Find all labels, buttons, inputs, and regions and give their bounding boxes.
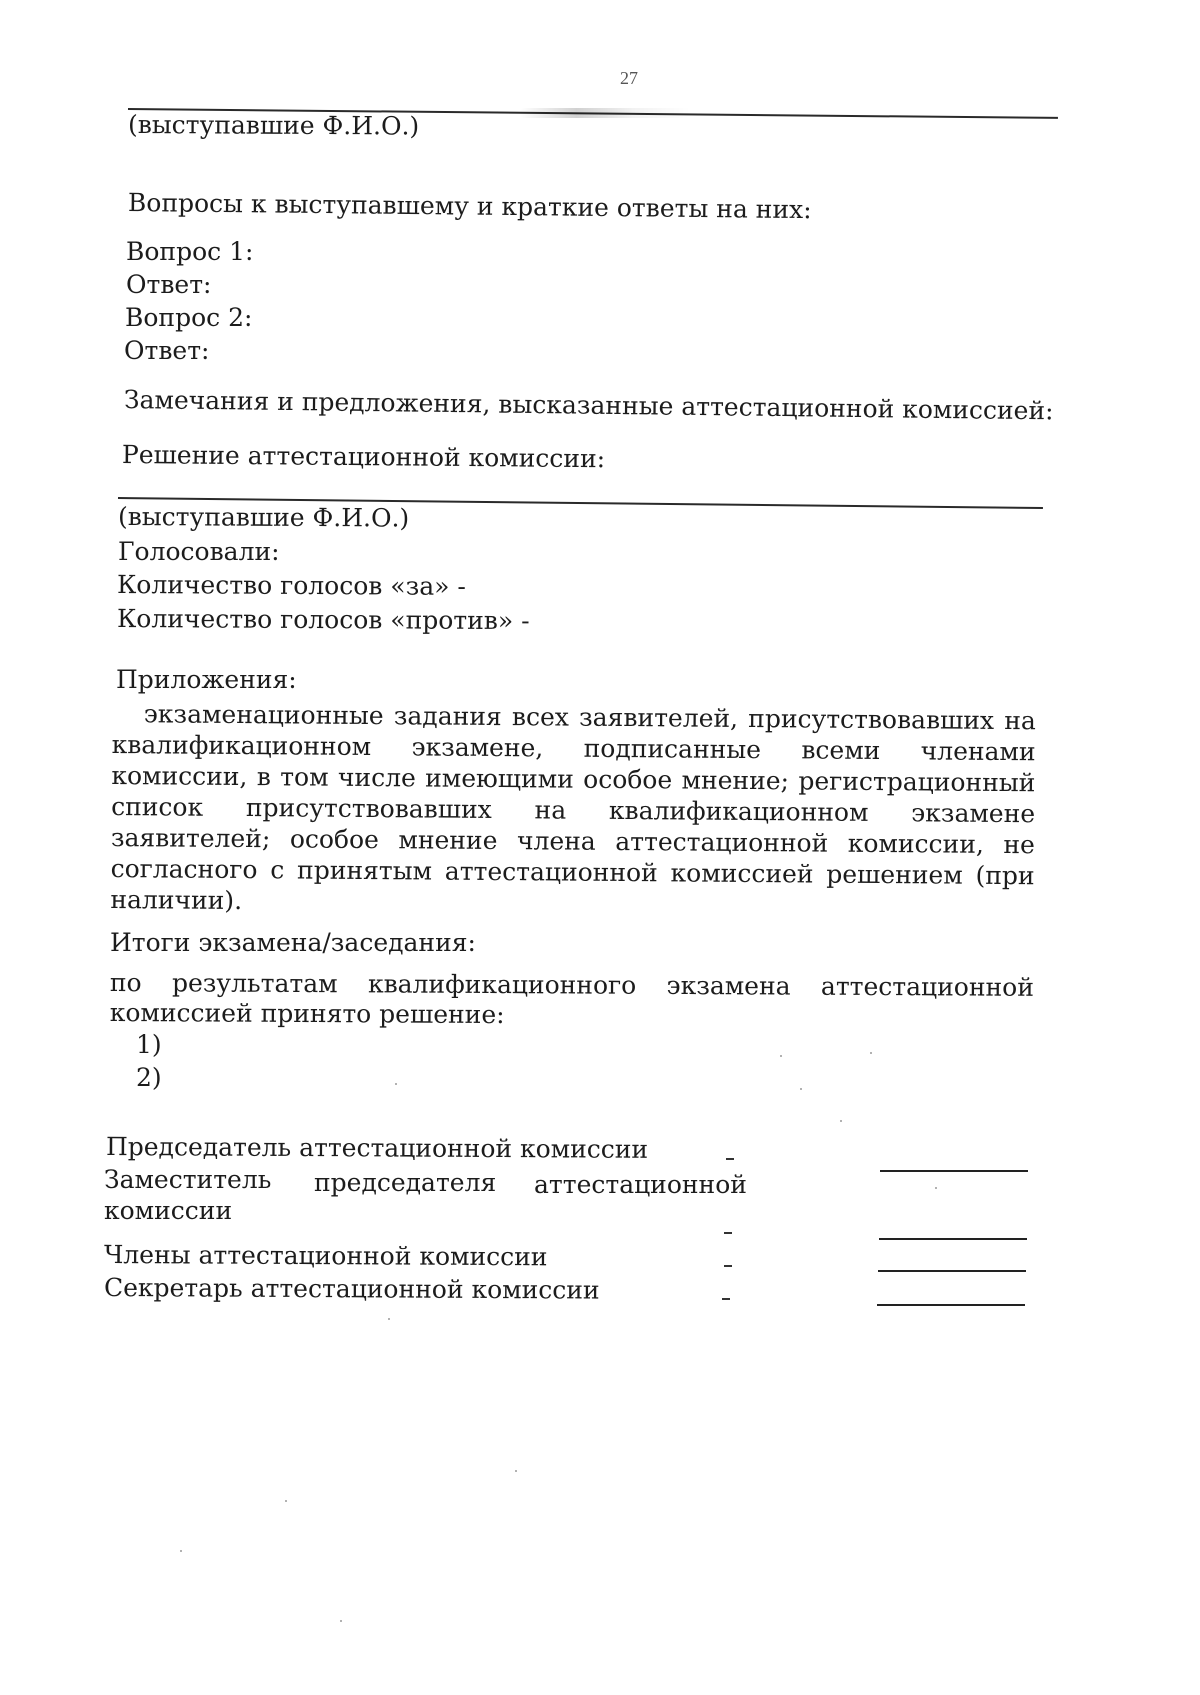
scan-smudge [520,108,690,118]
page-number: 27 [620,68,638,88]
scan-speck [340,1620,342,1622]
deputy-label-word-3: аттестационной [534,1170,747,1199]
signature-dash-2 [724,1232,732,1234]
members-label: Члены аттестационной комиссии [103,1240,548,1272]
votes-for-label: Количество голосов «за» - [116,570,466,601]
deputy-label-word-1: Заместитель [104,1165,272,1194]
secretary-label: Секретарь аттестационной комиссии [103,1273,600,1305]
deputy-label-word-2: председателя [314,1168,497,1197]
deputy-label-word-4: комиссии [104,1196,233,1225]
remarks-heading: Замечания и предложения, высказанные аттестационной комиссией: [123,385,1054,426]
answer-1-label: Ответ: [126,270,212,299]
signature-dash-3 [724,1265,732,1267]
appendices-text: экзаменационные задания всех заявителей, присутствовавших на квалификационном экзамене, подписанные всеми членами комиссии, в том числе имеющими особое мнение; регистрационный список присутствовавших на квалификационном экзамене заявителей; особое мнение члена аттестационной комиссии, не согласного с принятым аттестационной комиссией решением (при наличии). [110,699,1036,916]
chairman-signature-line [880,1170,1028,1172]
scan-speck [935,1187,937,1189]
results-item-2: 2) [136,1063,162,1092]
scan-speck [388,1318,390,1320]
question-1-label: Вопрос 1: [126,237,254,266]
scan-speck [180,1550,182,1552]
votes-against-label: Количество голосов «против» - [116,604,530,636]
scan-speck [285,1500,287,1502]
members-signature-line [879,1238,1027,1240]
questions-heading: Вопросы к выступавшему и краткие ответы на них: [127,188,812,225]
signature-dash-1 [726,1158,734,1160]
scan-speck [840,1120,842,1122]
question-2-label: Вопрос 2: [125,303,253,332]
speakers-caption-1: (выступавшие Ф.И.О.) [127,110,420,141]
scan-speck [395,1083,397,1085]
scan-speck [515,1470,517,1472]
extra-signature-line [877,1304,1025,1306]
voted-label: Голосовали: [118,537,280,566]
chairman-label: Председатель аттестационной комиссии [105,1132,649,1164]
answer-2-label: Ответ: [124,336,210,365]
appendices-heading: Приложения: [116,665,297,694]
results-heading: Итоги экзамена/заседания: [110,928,476,957]
decision-heading: Решение аттестационной комиссии: [121,440,606,474]
scan-speck [800,1088,802,1090]
scan-speck [780,1055,782,1057]
speakers-caption-2: (выступавшие Ф.И.О.) [117,502,410,533]
scan-speck [870,1052,872,1054]
signature-dash-4 [722,1298,730,1300]
results-item-1: 1) [136,1030,162,1059]
secretary-signature-line [878,1270,1026,1272]
results-text: по результатам квалификационного экзамена аттестационной комиссией принято решение: [109,968,1034,1030]
